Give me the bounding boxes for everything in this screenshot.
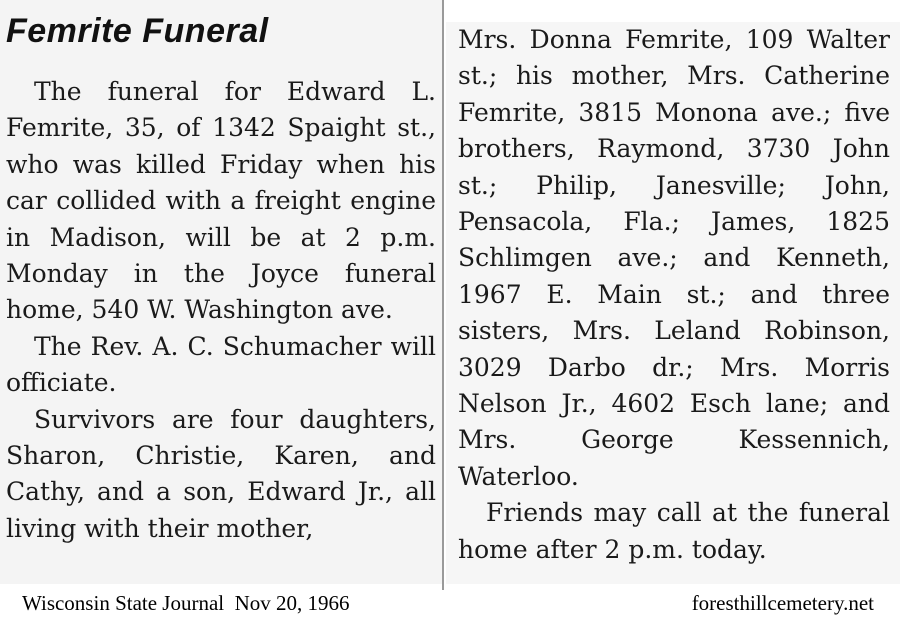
- paragraph-funeral-details: The funeral for Edward L. Femrite, 35, of 1342 Spaight st., who was killed Friday when his car collided with a freight engine in Madison, will be at 2 p.m. Monday in the Joyce funeral home, 540 W. Washington ave.: [6, 77, 436, 325]
- column-rule: [442, 0, 444, 590]
- left-column: [6, 74, 436, 547]
- headline: Femrite Funeral: [6, 12, 269, 50]
- paragraph-survivors-continued: Mrs. Donna Femrite, 109 Walter st.; his mother, Mrs. Catherine Femrite, 3815 Monona ave.; five brothers, Raymond, 3730 John st.; Philip, Janesville; John, Pensacola, Fla.; James, 1825 Schlimgen ave.; and Kenneth, 1967 E. Main st.; and three sisters, Mrs. Leland Robinson, 3029 Darbo dr.; Mrs. Morris Nelson Jr., 4602 Esch lane; and Mrs. George Kessennich, Waterloo.: [458, 25, 890, 491]
- site-caption: foresthillcemetery.net: [691, 591, 874, 615]
- paragraph-officiant: The Rev. A. C. Schumacher will officiate.: [6, 331, 436, 398]
- right-column: [458, 22, 890, 568]
- paragraph-survivors: Survivors are four daughters, Sharon, Christie, Karen, and Cathy, and a son, Edward Jr., all living with their mother,: [6, 404, 436, 543]
- paragraph-visitation: Friends may call at the funeral home after 2 p.m. today.: [458, 498, 890, 564]
- source-caption: Wisconsin State Journal Nov 20, 1966: [22, 591, 350, 615]
